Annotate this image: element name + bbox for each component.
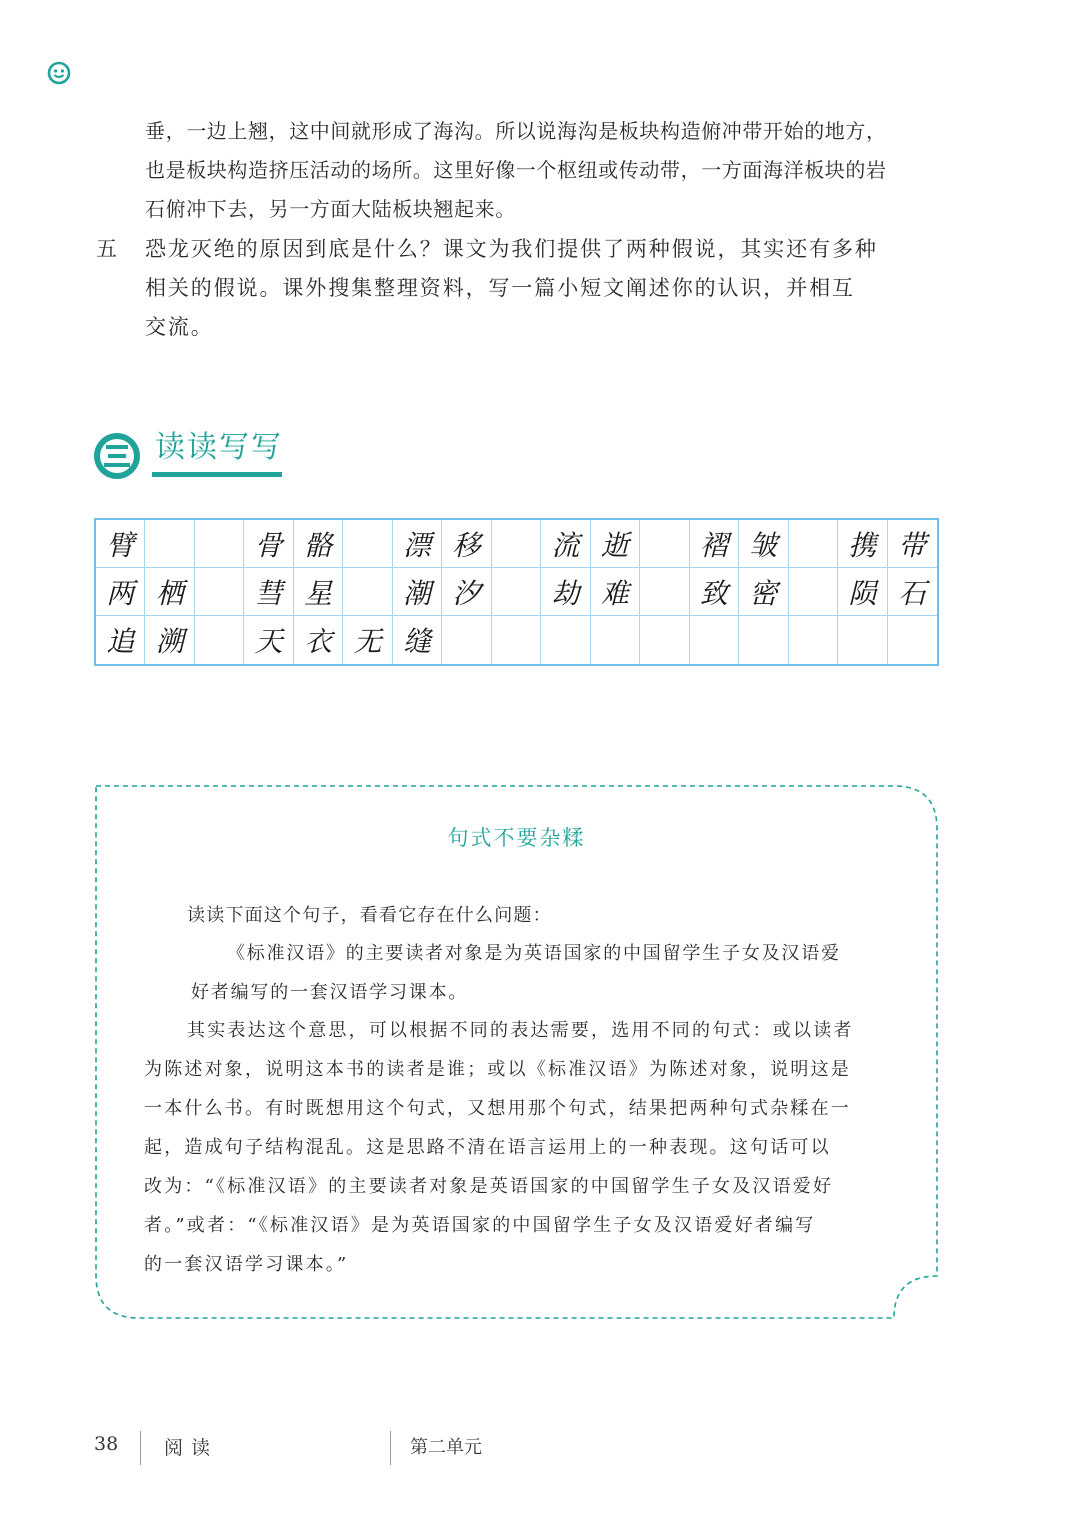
grid-cell [789, 520, 838, 568]
grid-cell: 逝 [591, 520, 640, 568]
three-lines-icon [92, 431, 142, 481]
continuation-paragraph [145, 112, 945, 229]
grid-cell: 陨 [838, 568, 887, 616]
grid-cell [640, 520, 689, 568]
question-five-text [145, 230, 945, 347]
body-line: 者。”或者：“《标准汉语》是为英语国家的中国留学生子女及汉语爱好者编写 [144, 1215, 816, 1236]
grid-cell [492, 520, 541, 568]
grid-cell: 溯 [145, 616, 194, 664]
grid-cell [343, 520, 392, 568]
grid-cell: 栖 [145, 568, 194, 616]
vocabulary-grid [94, 518, 939, 666]
grid-cell: 天 [244, 616, 293, 664]
grid-cell [640, 616, 689, 664]
example-line: 好者编写的一套汉语学习课本。 [191, 982, 469, 1003]
grid-cell: 劫 [541, 568, 590, 616]
grid-cell: 携 [838, 520, 887, 568]
grid-cell: 褶 [690, 520, 739, 568]
body-line: 一本什么书。有时既想用这个句式，又想用那个句式，结果把两种句式杂糅在一 [144, 1098, 851, 1119]
footer-unit: 第二单元 [410, 1437, 482, 1458]
grid-cell [195, 616, 244, 664]
grid-cell: 星 [294, 568, 343, 616]
grid-cell [690, 616, 739, 664]
smiley-icon [47, 61, 71, 85]
footer-section: 阅读 [164, 1437, 219, 1459]
grid-cell: 致 [690, 568, 739, 616]
page-footer [0, 1425, 1080, 1475]
tip-box [94, 784, 939, 1320]
footer-divider [390, 1431, 391, 1465]
grid-cell: 漂 [393, 520, 442, 568]
body-line: 其实表达这个意思，可以根据不同的表达需要，选用不同的句式：或以读者 [187, 1020, 854, 1041]
grid-cell [195, 568, 244, 616]
grid-cell [640, 568, 689, 616]
grid-cell: 石 [888, 568, 937, 616]
section-underline [152, 472, 282, 477]
grid-cell: 衣 [294, 616, 343, 664]
grid-cell [343, 568, 392, 616]
grid-cell: 难 [591, 568, 640, 616]
question-line: 交流。 [145, 315, 214, 339]
grid-cell [492, 568, 541, 616]
page-number: 38 [94, 1433, 119, 1455]
question-number: 五 [96, 237, 117, 261]
grid-cell [888, 616, 937, 664]
body-line: 起，造成句子结构混乱。这是思路不清在语言运用上的一种表现。这句话可以 [144, 1137, 831, 1158]
grid-cell [838, 616, 887, 664]
grid-cell: 潮 [393, 568, 442, 616]
grid-cell: 无 [343, 616, 392, 664]
grid-cell: 流 [541, 520, 590, 568]
body-line: 为陈述对象，说明这本书的读者是谁；或以《标准汉语》为陈述对象，说明这是 [144, 1059, 851, 1080]
footer-divider [140, 1431, 141, 1465]
grid-cell [789, 616, 838, 664]
question-line: 相关的假说。课外搜集整理资料，写一篇小短文阐述你的认识，并相互 [145, 276, 855, 300]
question-line: 恐龙灭绝的原因到底是什么？课文为我们提供了两种假说，其实还有多种 [145, 237, 878, 261]
paragraph-line: 垂，一边上翘，这中间就形成了海沟。所以说海沟是板块构造俯冲带开始的地方， [145, 119, 887, 143]
grid-cell: 密 [739, 568, 788, 616]
grid-cell: 移 [442, 520, 491, 568]
grid-cell [442, 616, 491, 664]
body-line: 的一套汉语学习课本。” [144, 1254, 349, 1275]
grid-cell: 皱 [739, 520, 788, 568]
tip-example [191, 934, 961, 1012]
grid-cell: 骼 [294, 520, 343, 568]
paragraph-line: 石俯冲下去，另一方面大陆板块翘起来。 [145, 197, 516, 221]
grid-cell [492, 616, 541, 664]
grid-cell [591, 616, 640, 664]
tip-intro: 读读下面这个句子，看看它存在什么问题： [187, 905, 552, 926]
tip-body [144, 1011, 914, 1284]
example-line: 《标准汉语》的主要读者对象是为英语国家的中国留学生子女及汉语爱 [227, 943, 841, 964]
grid-cell: 两 [96, 568, 145, 616]
grid-cell [541, 616, 590, 664]
section-title: 读读写写 [155, 430, 283, 465]
grid-cell [145, 520, 194, 568]
grid-cell: 缝 [393, 616, 442, 664]
grid-cell: 骨 [244, 520, 293, 568]
grid-cell: 汐 [442, 568, 491, 616]
grid-cell [789, 568, 838, 616]
grid-cell: 带 [888, 520, 937, 568]
grid-cell [195, 520, 244, 568]
grid-cell: 追 [96, 616, 145, 664]
grid-cell: 臂 [96, 520, 145, 568]
tip-title: 句式不要杂糅 [447, 826, 586, 850]
body-line: 改为：“《标准汉语》的主要读者对象是英语国家的中国留学生子女及汉语爱好 [144, 1176, 834, 1197]
grid-cell: 彗 [244, 568, 293, 616]
paragraph-line: 也是板块构造挤压活动的场所。这里好像一个枢纽或传动带，一方面海洋板块的岩 [145, 158, 887, 182]
grid-cell [739, 616, 788, 664]
